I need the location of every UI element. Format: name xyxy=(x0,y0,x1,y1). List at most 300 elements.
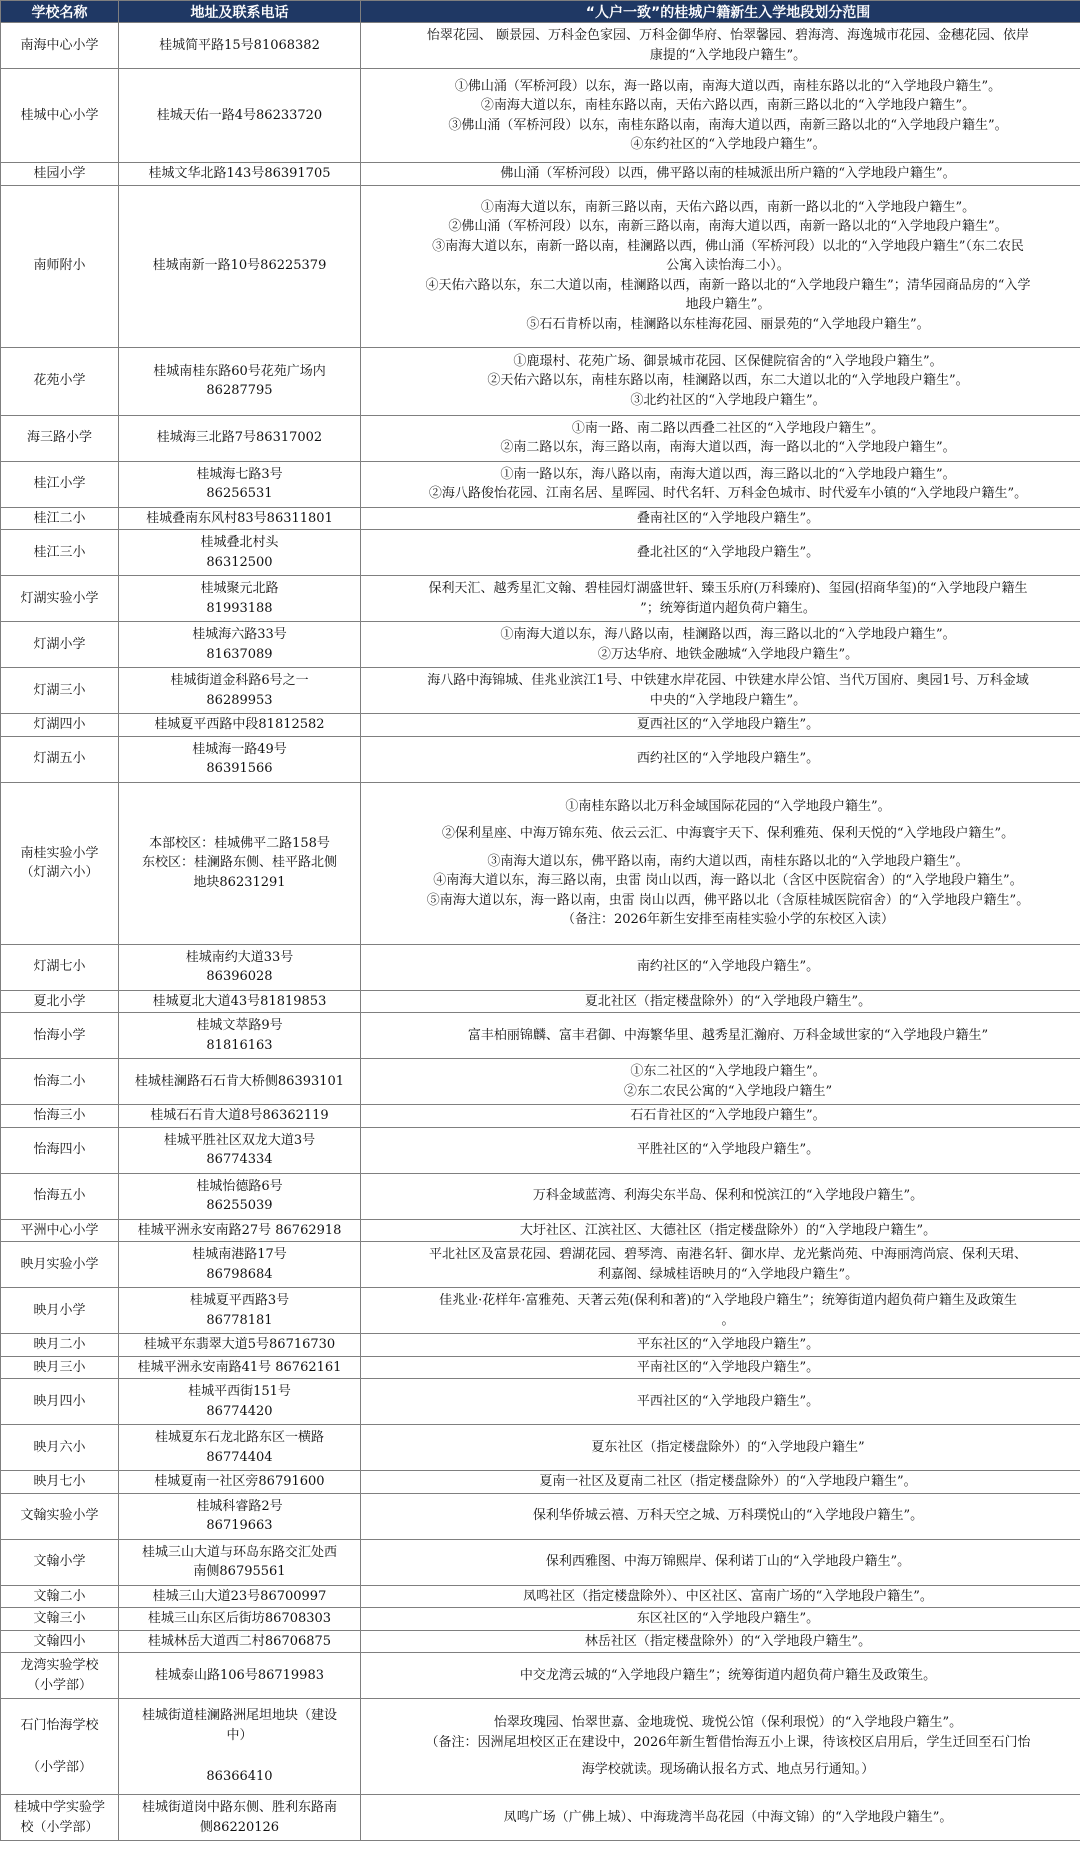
address-phone-cell xyxy=(119,23,361,69)
cell-line: ②南海大道以东，南桂东路以南，天佑六路以西，南新三路以北的“入学地段户籍生”。 xyxy=(480,98,976,113)
cell-line: 怡海四小 xyxy=(33,1142,86,1158)
cell-line: 桂城文华北路143号86391705 xyxy=(148,166,331,181)
cell-line: 桂城夏平西路3号 xyxy=(189,1293,290,1308)
table-row xyxy=(1,1585,1080,1608)
school-name-cell xyxy=(1,1105,119,1128)
cell-line: 凤鸣广场（广佛上城）、中海珑湾半岛花园（中海文锦）的“入学地段户籍生”。 xyxy=(503,1809,953,1825)
address-phone-cell xyxy=(119,1059,361,1105)
table-row xyxy=(1,415,1080,461)
cell-line: 怡海小学 xyxy=(33,1027,86,1043)
cell-line: 富丰柏丽锦麟、富丰君御、中海繁华里、越秀星汇瀚府、万科金域世家的“入学地段户籍生” xyxy=(467,1027,989,1043)
table-row xyxy=(1,1173,1080,1219)
cell-line: 南海中心小学 xyxy=(20,37,99,53)
cell-line: 桂城南新一路10号86225379 xyxy=(152,258,327,274)
address-phone-cell xyxy=(119,69,361,163)
address-phone-cell xyxy=(119,1242,361,1288)
cell-line: ③佛山涌（军桥河段）以东，南桂东路以南，南海大道以西，南新三路以北的“入学地段户籍生”。 xyxy=(448,117,1008,133)
address-phone-cell xyxy=(119,1173,361,1219)
cell-line: 86396028 xyxy=(206,969,273,984)
cell-line: ①南一路以东，海八路以南，南海大道以西，海三路以北的“入学地段户籍生”。 xyxy=(500,466,956,482)
cell-line: 平西社区的“入学地段户籍生”。 xyxy=(636,1393,820,1409)
cell-line: 石石肯社区的“入学地段户籍生”。 xyxy=(630,1108,826,1123)
cell-line: 桂城怡德路6号 xyxy=(196,1178,283,1194)
cell-line: 映月七小 xyxy=(33,1474,86,1489)
cell-line: 桂城南约大道33号 xyxy=(185,949,294,965)
cell-line: 万科金域蓝湾、利海尖东半岛、保利和悦滨江的“入学地段户籍生”。 xyxy=(532,1188,924,1204)
cell-line: ①南一路、南二路以西叠二社区的“入学地段户籍生”。 xyxy=(571,420,885,436)
address-phone-cell xyxy=(119,1356,361,1379)
cell-line: 中交龙湾云城的“入学地段户籍生”；统筹街道内超负荷户籍生及政策生。 xyxy=(519,1667,937,1683)
cell-line: ②东二农民公寓的“入学地段户籍生” xyxy=(623,1083,833,1099)
zoning-range-cell xyxy=(361,1585,1080,1608)
cell-line: 桂城聚元北路 xyxy=(200,581,279,596)
cell-line: ③北约社区的“入学地段户籍生”。 xyxy=(630,392,826,408)
table-row xyxy=(1,461,1080,507)
cell-line: 81993188 xyxy=(206,600,273,616)
cell-line: 南师附小 xyxy=(33,258,86,274)
table-row xyxy=(1,1379,1080,1425)
header-address-phone: 地址及联系电话 xyxy=(119,1,361,23)
zoning-range-cell xyxy=(361,782,1080,944)
address-phone-cell xyxy=(119,668,361,714)
cell-line: ⑤石石肯桥以南，桂澜路以东桂海花园、丽景苑的“入学地段户籍生”。 xyxy=(526,316,930,332)
table-row xyxy=(1,1608,1080,1631)
school-name-cell xyxy=(1,714,119,737)
address-phone-cell xyxy=(119,1699,361,1795)
cell-line: 桂城海一路49号 xyxy=(192,741,287,757)
table-row xyxy=(1,185,1080,347)
cell-line: 桂城平洲永安南路41号 86762161 xyxy=(137,1359,342,1375)
cell-line: （灯湖六小） xyxy=(20,865,99,880)
cell-line: 夏南一社区及夏南二社区（指定楼盘除外）的“入学地段户籍生”。 xyxy=(539,1474,917,1489)
address-phone-cell xyxy=(119,1379,361,1425)
address-phone-cell xyxy=(119,530,361,576)
school-name-cell xyxy=(1,1356,119,1379)
address-phone-cell xyxy=(119,1608,361,1631)
zoning-range-cell xyxy=(361,1219,1080,1242)
cell-line: 怡海二小 xyxy=(33,1073,86,1089)
cell-line: 文翰三小 xyxy=(33,1611,86,1626)
cell-line: 86719663 xyxy=(206,1518,273,1533)
cell-line: ④南海大道以东，海三路以南，虫雷 岗山以西，海一路以北（含区中医院宿舍）的“入学地段户籍生”。 xyxy=(433,873,1023,888)
address-phone-cell xyxy=(119,415,361,461)
cell-line: 西约社区的“入学地段户籍生”。 xyxy=(636,751,820,767)
cell-line: 海八路中海锦城、佳兆业滨江1号、中铁建水岸花园、中铁建水岸公馆、当代万国府、奥园1号、万科金域 xyxy=(427,673,1029,688)
zoning-range-cell xyxy=(361,185,1080,347)
school-name-cell xyxy=(1,576,119,622)
school-name-cell xyxy=(1,668,119,714)
table-row xyxy=(1,1699,1080,1795)
cell-line: 桂江小学 xyxy=(33,476,86,492)
school-name-cell xyxy=(1,1471,119,1494)
cell-line: 81816163 xyxy=(206,1037,273,1053)
table-row xyxy=(1,69,1080,163)
cell-line: 怡翠花园、 颐景园、万科金色家园、万科金御华府、怡翠馨园、碧海湾、海逸城市花园、金穗花园、依岸 xyxy=(426,28,1030,43)
cell-line: 怡海三小 xyxy=(33,1108,86,1123)
cell-line: 桂城夏北大道43号81819853 xyxy=(152,993,327,1009)
zoning-range-cell xyxy=(361,507,1080,530)
table-row xyxy=(1,714,1080,737)
table-row xyxy=(1,163,1080,186)
address-phone-cell xyxy=(119,1105,361,1128)
cell-line: 夏北小学 xyxy=(33,993,86,1009)
cell-line: 侧86220126 xyxy=(199,1819,280,1835)
cell-line: 桂城夏东石龙北路东区一横路 xyxy=(154,1430,324,1445)
cell-line: 利嘉阁、绿城桂语映月的“入学地段户籍生”。 xyxy=(597,1266,859,1282)
table-row xyxy=(1,736,1080,782)
cell-line: 保利西雅图、中海万锦熙岸、保利诺丁山的“入学地段户籍生”。 xyxy=(545,1554,911,1570)
zoning-range-cell xyxy=(361,736,1080,782)
table-row xyxy=(1,1493,1080,1539)
cell-line: 保利华侨城云禧、万科天空之城、万科璞悦山的“入学地段户籍生”。 xyxy=(532,1508,924,1524)
zoning-range-cell xyxy=(361,1471,1080,1494)
zoning-range-cell xyxy=(361,622,1080,668)
cell-line: 怡海五小 xyxy=(33,1188,86,1204)
cell-line: 86774334 xyxy=(206,1152,273,1167)
address-phone-cell xyxy=(119,1425,361,1471)
school-name-cell xyxy=(1,1242,119,1288)
cell-line: 86289953 xyxy=(206,692,273,708)
school-name-cell xyxy=(1,1059,119,1105)
school-name-cell xyxy=(1,23,119,69)
cell-line: 校（小学部） xyxy=(20,1819,99,1835)
header-school-name: 学校名称 xyxy=(1,1,119,23)
cell-line: 文翰四小 xyxy=(33,1633,86,1649)
cell-line: 东区社区的“入学地段户籍生”。 xyxy=(636,1611,820,1626)
school-name-cell xyxy=(1,1425,119,1471)
table-row xyxy=(1,668,1080,714)
zoning-range-cell xyxy=(361,461,1080,507)
cell-line: ①鹿璟村、花苑广场、御景城市花园、区保健院宿舍的“入学地段户籍生”。 xyxy=(513,353,943,369)
cell-line: ①南海大道以东，海八路以南，桂澜路以西，海三路以北的“入学地段户籍生”。 xyxy=(500,627,956,642)
cell-line: 86798684 xyxy=(206,1266,273,1282)
cell-line: 映月六小 xyxy=(33,1439,86,1455)
school-name-cell xyxy=(1,622,119,668)
cell-line: 叠南社区的“入学地段户籍生”。 xyxy=(636,510,820,526)
cell-line: 南桂实验小学 xyxy=(20,845,99,861)
cell-line: 南约社区的“入学地段户籍生”。 xyxy=(636,959,820,975)
school-name-cell xyxy=(1,1379,119,1425)
cell-line: 龙湾实验学校 xyxy=(20,1658,99,1673)
school-name-cell xyxy=(1,1699,119,1795)
address-phone-cell xyxy=(119,736,361,782)
cell-line: ④东约社区的“入学地段户籍生”。 xyxy=(630,137,826,152)
address-phone-cell xyxy=(119,1539,361,1585)
zoning-range-cell xyxy=(361,1795,1080,1841)
zoning-range-cell xyxy=(361,1013,1080,1059)
address-phone-cell xyxy=(119,507,361,530)
cell-line: 映月三小 xyxy=(33,1359,86,1375)
table-row xyxy=(1,1653,1080,1699)
cell-line: （备注：2026年新生安排至南桂实验小学的东校区入读） xyxy=(561,912,895,927)
cell-line: 桂城平东翡翠大道5号86716730 xyxy=(143,1337,336,1352)
cell-line: 桂城三山大道与环岛东路交汇处西 xyxy=(141,1544,337,1560)
cell-line: 灯湖三小 xyxy=(33,682,86,698)
school-name-cell xyxy=(1,185,119,347)
school-name-cell xyxy=(1,944,119,990)
zoning-range-cell xyxy=(361,1379,1080,1425)
cell-line: 灯湖小学 xyxy=(33,636,86,652)
address-phone-cell xyxy=(119,1334,361,1357)
cell-line: 海三路小学 xyxy=(26,430,92,446)
table-row xyxy=(1,1334,1080,1357)
zoning-range-cell xyxy=(361,23,1080,69)
cell-line: 桂江三小 xyxy=(33,544,86,560)
address-phone-cell xyxy=(119,990,361,1013)
address-phone-cell xyxy=(119,163,361,186)
cell-line: 桂城中心小学 xyxy=(20,107,99,123)
cell-line: 桂城叠北村头 xyxy=(200,535,279,550)
cell-line: 地段户籍生”。 xyxy=(685,297,771,313)
address-phone-cell xyxy=(119,1795,361,1841)
cell-line: 桂江二小 xyxy=(33,510,86,526)
table-row xyxy=(1,1105,1080,1128)
cell-line: 南侧86795561 xyxy=(193,1564,286,1579)
table-row xyxy=(1,622,1080,668)
cell-line: 86366410 xyxy=(206,1769,273,1785)
cell-line: 。 xyxy=(721,1312,735,1328)
cell-line: 石门怡海学校 xyxy=(20,1718,99,1733)
cell-line: 桂城街道金科路6号之一 xyxy=(170,673,309,688)
cell-line: 桂城三山大道23号86700997 xyxy=(152,1588,327,1604)
cell-line: 灯湖实验小学 xyxy=(20,590,99,606)
cell-line: 平胜社区的“入学地段户籍生”。 xyxy=(636,1142,820,1158)
address-phone-cell xyxy=(119,782,361,944)
table-row xyxy=(1,1127,1080,1173)
cell-line: 86256531 xyxy=(206,486,273,501)
table-row xyxy=(1,1356,1080,1379)
school-name-cell xyxy=(1,1585,119,1608)
zoning-range-cell xyxy=(361,576,1080,622)
cell-line: ①南海大道以东，南新三路以南，天佑六路以西，南新一路以北的“入学地段户籍生”。 xyxy=(480,199,976,215)
school-name-cell xyxy=(1,415,119,461)
cell-line: 灯湖七小 xyxy=(33,959,86,975)
school-name-cell xyxy=(1,990,119,1013)
cell-line: ④天佑六路以东，东二大道以南，桂澜路以西，南新一路以北的“入学地段户籍生”；清华园商品房的“入学 xyxy=(425,277,1031,293)
address-phone-cell xyxy=(119,1493,361,1539)
zoning-range-cell xyxy=(361,1242,1080,1288)
address-phone-cell xyxy=(119,1013,361,1059)
cell-line: 凤鸣社区（指定楼盘除外）、中区社区、富南广场的“入学地段户籍生”。 xyxy=(523,1588,933,1604)
school-name-cell xyxy=(1,1795,119,1841)
cell-line: 桂城夏南一社区旁86791600 xyxy=(154,1474,325,1489)
address-phone-cell xyxy=(119,1630,361,1653)
cell-line: 保利天汇、越秀星汇文翰、碧桂园灯湖盛世轩、臻玉乐府(万科臻府)、玺园(招商华玺)的“入学地段户籍生 xyxy=(428,581,1028,596)
cell-line: 桂城桂澜路石石肯大桥侧86393101 xyxy=(134,1073,345,1089)
table-row xyxy=(1,1630,1080,1653)
cell-line: 桂城叠南东风村83号86311801 xyxy=(146,510,333,526)
address-phone-cell xyxy=(119,576,361,622)
table-row xyxy=(1,530,1080,576)
cell-line: 86774404 xyxy=(206,1449,273,1465)
cell-line: （小学部） xyxy=(26,1677,92,1693)
cell-line: 桂城中学实验学 xyxy=(13,1800,105,1815)
cell-line: ①南桂东路以北万科金域国际花园的“入学地段户籍生”。 xyxy=(565,798,891,814)
school-name-cell xyxy=(1,461,119,507)
school-name-cell xyxy=(1,736,119,782)
address-phone-cell xyxy=(119,347,361,415)
cell-line: 桂城海七路3号 xyxy=(196,466,283,482)
table-row xyxy=(1,1013,1080,1059)
cell-line: ②天佑六路以东，南桂东路以南，桂澜路以西，东二大道以北的“入学地段户籍生”。 xyxy=(487,373,969,389)
cell-line: 佛山涌（军桥河段）以西，佛平路以南的桂城派出所户籍的“入学地段户籍生”。 xyxy=(500,166,956,181)
zoning-range-cell xyxy=(361,1608,1080,1631)
zoning-range-cell xyxy=(361,1105,1080,1128)
table-row xyxy=(1,1288,1080,1334)
cell-line: 夏东社区（指定楼盘除外）的“入学地段户籍生” xyxy=(591,1439,865,1455)
cell-line: 夏西社区的“入学地段户籍生”。 xyxy=(636,717,820,732)
zoning-range-cell xyxy=(361,163,1080,186)
cell-line: 平洲中心小学 xyxy=(20,1222,99,1238)
address-phone-cell xyxy=(119,1127,361,1173)
cell-line: 怡翠玫瑰园、怡翠世嘉、金地珑悦、珑悦公馆（保利珢悦）的“入学地段户籍生”。 xyxy=(493,1715,963,1731)
zoning-range-cell xyxy=(361,69,1080,163)
table-row xyxy=(1,1539,1080,1585)
zoning-range-cell xyxy=(361,990,1080,1013)
cell-line: 映月二小 xyxy=(33,1337,86,1352)
school-name-cell xyxy=(1,1173,119,1219)
cell-line: 文翰二小 xyxy=(33,1588,86,1604)
cell-line: 康提的“入学地段户籍生”。 xyxy=(649,47,807,63)
table-row xyxy=(1,23,1080,69)
cell-line: ”；统筹街道内超负荷户籍生。 xyxy=(640,600,816,616)
address-phone-cell xyxy=(119,1585,361,1608)
zoning-range-cell xyxy=(361,668,1080,714)
school-name-cell xyxy=(1,1493,119,1539)
school-name-cell xyxy=(1,1288,119,1334)
table-row xyxy=(1,1425,1080,1471)
school-name-cell xyxy=(1,1219,119,1242)
cell-line: 地块86231291 xyxy=(193,874,286,890)
address-phone-cell xyxy=(119,1219,361,1242)
zoning-range-cell xyxy=(361,1356,1080,1379)
cell-line: 桂城三山东区后街坊86708303 xyxy=(147,1611,332,1626)
cell-line: 桂城南港路17号 xyxy=(192,1247,287,1262)
cell-line: 映月四小 xyxy=(33,1393,86,1409)
cell-line: 大圩社区、江滨社区、大德社区（指定楼盘除外）的“入学地段户籍生”。 xyxy=(519,1222,937,1238)
table-row xyxy=(1,1795,1080,1841)
cell-line: （小学部） xyxy=(26,1759,92,1775)
cell-line: 86312500 xyxy=(206,554,273,570)
school-name-cell xyxy=(1,1013,119,1059)
cell-line: 平北社区及富景花园、碧湖花园、碧琴湾、南港名轩、御水岸、龙光紫尚苑、中海丽湾尚宸、保利天珺、 xyxy=(428,1247,1027,1262)
cell-line: ②万达华府、地铁金融城“入学地段户籍生”。 xyxy=(597,646,859,662)
zoning-range-cell xyxy=(361,1334,1080,1357)
table-body xyxy=(1,23,1080,1841)
school-name-cell xyxy=(1,530,119,576)
cell-line: 桂城平胜社区双龙大道3号 xyxy=(163,1132,316,1148)
cell-line: 桂城科睿路2号 xyxy=(196,1498,283,1514)
cell-line: 桂城街道桂澜路洲尾坦地块（建设 xyxy=(141,1708,337,1724)
cell-line: 86778181 xyxy=(206,1312,273,1328)
cell-line: ③南海大道以东，佛平路以南，南约大道以西，南桂东路以北的“入学地段户籍生”。 xyxy=(487,853,969,869)
zoning-range-cell xyxy=(361,1539,1080,1585)
header-zoning-range: “人户一致”的桂城户籍新生入学地段划分范围 xyxy=(361,1,1080,23)
table-row xyxy=(1,944,1080,990)
school-name-cell xyxy=(1,782,119,944)
cell-line: 桂城简平路15号81068382 xyxy=(159,37,320,53)
cell-line: 东校区：桂澜路东侧、桂平路北侧 xyxy=(141,855,337,871)
zoning-range-cell xyxy=(361,1425,1080,1471)
cell-line: ②海八路俊怡花园、江南名居、星晖园、时代名轩、万科金色城市、时代爱车小镇的“入学地段户籍生”。 xyxy=(428,486,1028,501)
cell-line: 林岳社区（指定楼盘除外）的“入学地段户籍生”。 xyxy=(584,1633,872,1649)
table-row xyxy=(1,1219,1080,1242)
cell-line: ①东二社区的“入学地段户籍生”。 xyxy=(630,1064,826,1079)
school-name-cell xyxy=(1,347,119,415)
cell-line: ②保利星座、中海万锦东苑、依云云汇、中海寰宇天下、保利雅苑、保利天悦的“入学地段户籍生”。 xyxy=(441,826,1015,841)
zoning-range-cell xyxy=(361,1127,1080,1173)
school-name-cell xyxy=(1,1334,119,1357)
cell-line: 映月实验小学 xyxy=(20,1256,99,1272)
cell-line: 桂城文萃路9号 xyxy=(196,1018,283,1033)
zoning-range-cell xyxy=(361,1630,1080,1653)
table-row xyxy=(1,507,1080,530)
address-phone-cell xyxy=(119,1471,361,1494)
cell-line: 桂园小学 xyxy=(33,166,86,181)
cell-line: 文翰小学 xyxy=(33,1554,86,1570)
table-row xyxy=(1,990,1080,1013)
cell-line: ③南海大道以东，南新一路以南，桂澜路以西，佛山涌（军桥河段）以北的“入学地段户籍生”（东二农民 xyxy=(432,238,1024,254)
cell-line: 86287795 xyxy=(206,383,273,398)
cell-line: 桂城平洲永安南路27号 86762918 xyxy=(137,1222,342,1238)
cell-line: 映月小学 xyxy=(33,1302,86,1318)
zoning-range-cell xyxy=(361,1493,1080,1539)
cell-line: 公寓入读怡海二小）。 xyxy=(666,258,790,274)
zoning-range-cell xyxy=(361,1173,1080,1219)
zoning-range-cell xyxy=(361,1653,1080,1699)
cell-line: 海学校就读。现场确认报名方式、地点另行通知。） xyxy=(581,1762,875,1778)
cell-line: 灯湖五小 xyxy=(33,751,86,767)
school-name-cell xyxy=(1,1539,119,1585)
cell-line: 桂城天佑一路4号86233720 xyxy=(156,107,323,123)
cell-line: 本部校区：桂城佛平二路158号 xyxy=(149,835,330,851)
zoning-range-cell xyxy=(361,714,1080,737)
table-row xyxy=(1,782,1080,944)
zoning-range-cell xyxy=(361,530,1080,576)
cell-line: 夏北社区（指定楼盘除外）的“入学地段户籍生”。 xyxy=(584,993,872,1009)
school-name-cell xyxy=(1,163,119,186)
school-name-cell xyxy=(1,507,119,530)
cell-line: 叠北社区的“入学地段户籍生”。 xyxy=(636,544,820,560)
address-phone-cell xyxy=(119,714,361,737)
cell-line: 桂城海六路33号 xyxy=(192,627,287,642)
address-phone-cell xyxy=(119,461,361,507)
zoning-range-cell xyxy=(361,415,1080,461)
school-name-cell xyxy=(1,1653,119,1699)
cell-line: 佳兆业·花样年·富雅苑、天著云苑(保利和著)的“入学地段户籍生”；统筹街道内超负荷户籍生及政策生 xyxy=(439,1293,1017,1308)
cell-line: 桂城石石肯大道8号86362119 xyxy=(150,1108,329,1123)
cell-line: 桂城平西街151号 xyxy=(188,1384,291,1399)
school-name-cell xyxy=(1,1608,119,1631)
school-name-cell xyxy=(1,1630,119,1653)
cell-line: 平东社区的“入学地段户籍生”。 xyxy=(636,1337,820,1352)
cell-line: （备注：因洲尾坦校区正在建设中，2026年新生暂借怡海五小上课，待该校区启用后，学生迁回至石门怡 xyxy=(425,1734,1031,1750)
cell-line: ⑤南海大道以东，海一路以南，虫雷 岗山以西，佛平路以北（含原桂城医院宿舍）的“入学地段户籍生”。 xyxy=(426,892,1030,908)
cell-line: 86774420 xyxy=(206,1403,273,1419)
cell-line: ①佛山涌（军桥河段）以东，海一路以南，南海大道以西，南桂东路以北的“入学地段户籍生”。 xyxy=(454,78,1002,94)
cell-line: 桂城夏平西路中段81812582 xyxy=(154,717,325,732)
table-row xyxy=(1,1471,1080,1494)
cell-line: 86255039 xyxy=(206,1198,273,1213)
school-name-cell xyxy=(1,69,119,163)
zoning-range-cell xyxy=(361,1699,1080,1795)
address-phone-cell xyxy=(119,1653,361,1699)
cell-line: 文翰实验小学 xyxy=(20,1508,99,1524)
cell-line: 桂城林岳大道西二村86706875 xyxy=(147,1633,332,1649)
school-name-cell xyxy=(1,1127,119,1173)
cell-line: 桂城泰山路106号86719983 xyxy=(155,1667,324,1683)
address-phone-cell xyxy=(119,944,361,990)
